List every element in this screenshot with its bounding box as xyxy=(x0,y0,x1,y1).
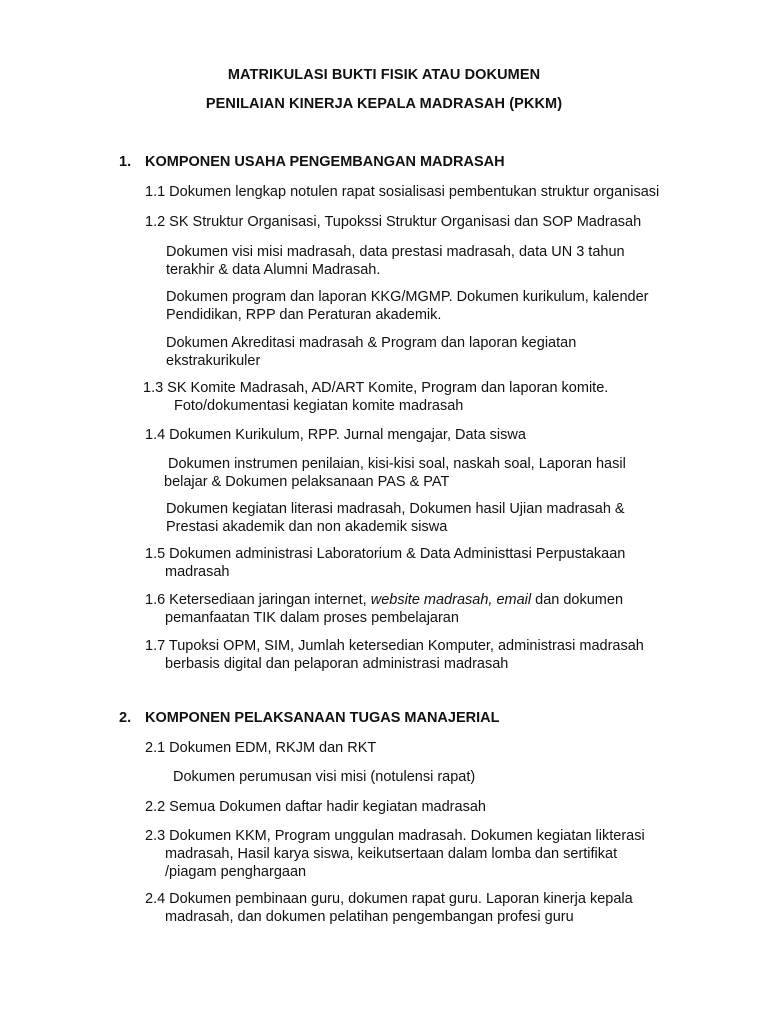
section-1-title: KOMPONEN USAHA PENGEMBANGAN MADRASAH xyxy=(145,154,505,170)
paragraph-1b xyxy=(166,288,648,324)
item-2-2: 2.2 Semua Dokumen daftar hadir kegiatan madrasah xyxy=(145,799,486,815)
paragraph-2a xyxy=(173,768,475,786)
item-1-4: 1.4 Dokumen Kurikulum, RPP. Jurnal mengajar, Data siswa xyxy=(145,427,526,443)
paragraph-1e-line2: Prestasi akademik dan non akademik siswa xyxy=(166,519,448,535)
paragraph-1c xyxy=(166,334,576,370)
section-1-heading xyxy=(119,154,505,170)
item-1-5 xyxy=(145,545,625,581)
item-1-7-line1: 1.7 Tupoksi OPM, SIM, Jumlah ketersedian Komputer, administrasi madrasah xyxy=(145,638,644,654)
item-1-6-text-b: dan dokumen xyxy=(531,592,624,608)
section-2-title: KOMPONEN PELAKSANAAN TUGAS MANAJERIAL xyxy=(145,710,500,726)
item-2-3-line1: 2.3 Dokumen KKM, Program unggulan madrasah. Dokumen kegiatan likterasi xyxy=(145,828,645,844)
paragraph-1a xyxy=(166,243,625,279)
item-1-3-line1: 1.3 SK Komite Madrasah, AD/ART Komite, Program dan laporan komite. xyxy=(143,380,609,396)
paragraph-1b-line2: Pendidikan, RPP dan Peraturan akademik. xyxy=(166,307,442,323)
item-1-6-text-a: 1.6 Ketersediaan jaringan internet, xyxy=(145,592,371,608)
item-1-6-line2: pemanfaatan TIK dalam proses pembelajaran xyxy=(165,610,459,626)
item-1-6 xyxy=(145,591,623,627)
item-2-3-line2: madrasah, Hasil karya siswa, keikutsertaan dalam lomba dan sertifikat xyxy=(165,846,618,862)
paragraph-1c-line2: ekstrakurikuler xyxy=(166,353,261,369)
item-2-3 xyxy=(145,827,645,881)
paragraph-1e-line1: Dokumen kegiatan literasi madrasah, Dokumen hasil Ujian madrasah & xyxy=(166,501,625,517)
paragraph-1d-line2: belajar & Dokumen pelaksanaan PAS & PAT xyxy=(164,474,450,490)
doc-title-line1: MATRIKULASI BUKTI FISIK ATAU DOKUMEN xyxy=(227,67,541,83)
item-1-6-line1 xyxy=(145,592,623,608)
item-2-3-line3: /piagam penghargaan xyxy=(165,864,307,880)
section-1-number: 1. xyxy=(119,154,132,170)
paragraph-1d-line1: Dokumen instrumen penilaian, kisi-kisi soal, naskah soal, Laporan hasil xyxy=(168,456,626,472)
paragraph-1d xyxy=(166,455,626,491)
section-2-number: 2. xyxy=(119,710,132,726)
paragraph-2a-line1: Dokumen perumusan visi misi (notulensi rapat) xyxy=(173,769,476,785)
item-1-2: 1.2 SK Struktur Organisasi, Tupokssi Struktur Organisasi dan SOP Madrasah xyxy=(145,214,642,230)
item-2-4-line1: 2.4 Dokumen pembinaan guru, dokumen rapat guru. Laporan kinerja kepala xyxy=(145,891,633,907)
item-1-7 xyxy=(145,637,644,673)
item-2-4-line2: madrasah, dan dokumen pelatihan pengembangan profesi guru xyxy=(165,909,574,925)
item-1-1: 1.1 Dokumen lengkap notulen rapat sosialisasi pembentukan struktur organisasi xyxy=(145,184,660,200)
item-2-4 xyxy=(145,890,633,926)
item-2-1: 2.1 Dokumen EDM, RKJM dan RKT xyxy=(145,740,377,756)
paragraph-1e xyxy=(166,500,625,536)
item-1-3-line2: Foto/dokumentasi kegiatan komite madrasah xyxy=(174,398,464,414)
paragraph-1a-line1: Dokumen visi misi madrasah, data prestasi madrasah, data UN 3 tahun xyxy=(166,244,625,260)
item-1-5-line2: madrasah xyxy=(165,564,230,580)
paragraph-1c-line1: Dokumen Akreditasi madrasah & Program dan laporan kegiatan xyxy=(166,335,577,351)
paragraph-1a-line2: terakhir & data Alumni Madrasah. xyxy=(166,262,381,278)
paragraph-1b-line1: Dokumen program dan laporan KKG/MGMP. Dokumen kurikulum, kalender xyxy=(166,289,649,305)
item-1-6-text-italic: website madrasah, email xyxy=(370,592,532,608)
item-1-3 xyxy=(143,379,608,415)
doc-title-line2: PENILAIAN KINERJA KEPALA MADRASAH (PKKM) xyxy=(205,96,563,112)
section-2-heading xyxy=(119,710,499,726)
item-1-5-line1: 1.5 Dokumen administrasi Laboratorium & Data Administtasi Perpustakaan xyxy=(145,546,626,562)
item-1-7-line2: berbasis digital dan pelaporan administrasi madrasah xyxy=(165,656,509,672)
